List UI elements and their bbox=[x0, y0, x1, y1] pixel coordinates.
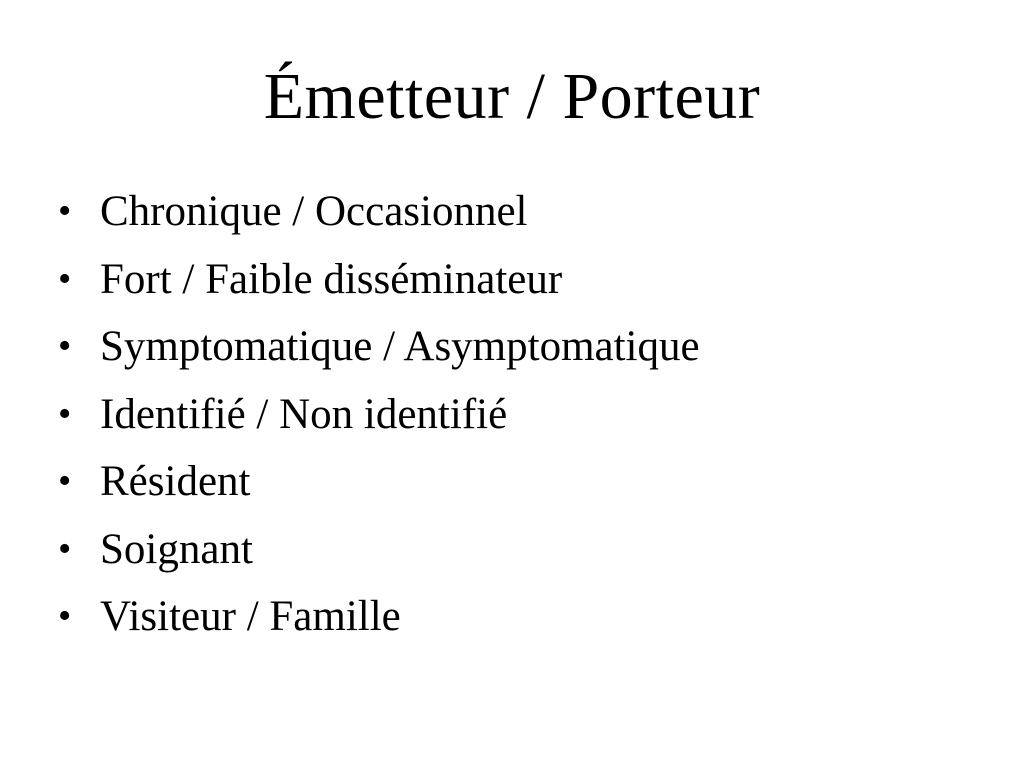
bullet-item-2 bbox=[58, 246, 700, 314]
bullet-text: Visiteur / Famille bbox=[100, 593, 401, 640]
bullet-list bbox=[58, 178, 700, 651]
bullet-item-6 bbox=[58, 516, 700, 584]
slide-title: Émetteur / Porteur bbox=[263, 60, 761, 133]
bullet-icon: • bbox=[58, 257, 72, 300]
bullet-icon: • bbox=[58, 527, 72, 570]
bullet-text: Fort / Faible disséminateur bbox=[100, 255, 563, 303]
bullet-icon: • bbox=[58, 325, 72, 367]
bullet-text: Soignant bbox=[100, 525, 253, 573]
bullet-item-4 bbox=[58, 381, 700, 449]
bullet-icon: • bbox=[58, 460, 72, 502]
bullet-text: Résident bbox=[100, 458, 251, 505]
bullet-item-7 bbox=[58, 583, 700, 651]
bullet-item-1 bbox=[58, 178, 700, 246]
bullet-icon: • bbox=[58, 190, 72, 232]
bullet-item-3 bbox=[58, 313, 700, 381]
bullet-text: Symptomatique / Asymptomatique bbox=[100, 323, 700, 370]
bullet-text: Chronique / Occasionnel bbox=[100, 188, 528, 235]
bullet-icon: • bbox=[58, 595, 72, 637]
bullet-item-5 bbox=[58, 448, 700, 516]
bullet-icon: • bbox=[58, 392, 72, 435]
bullet-text: Identifié / Non identifié bbox=[100, 390, 508, 438]
